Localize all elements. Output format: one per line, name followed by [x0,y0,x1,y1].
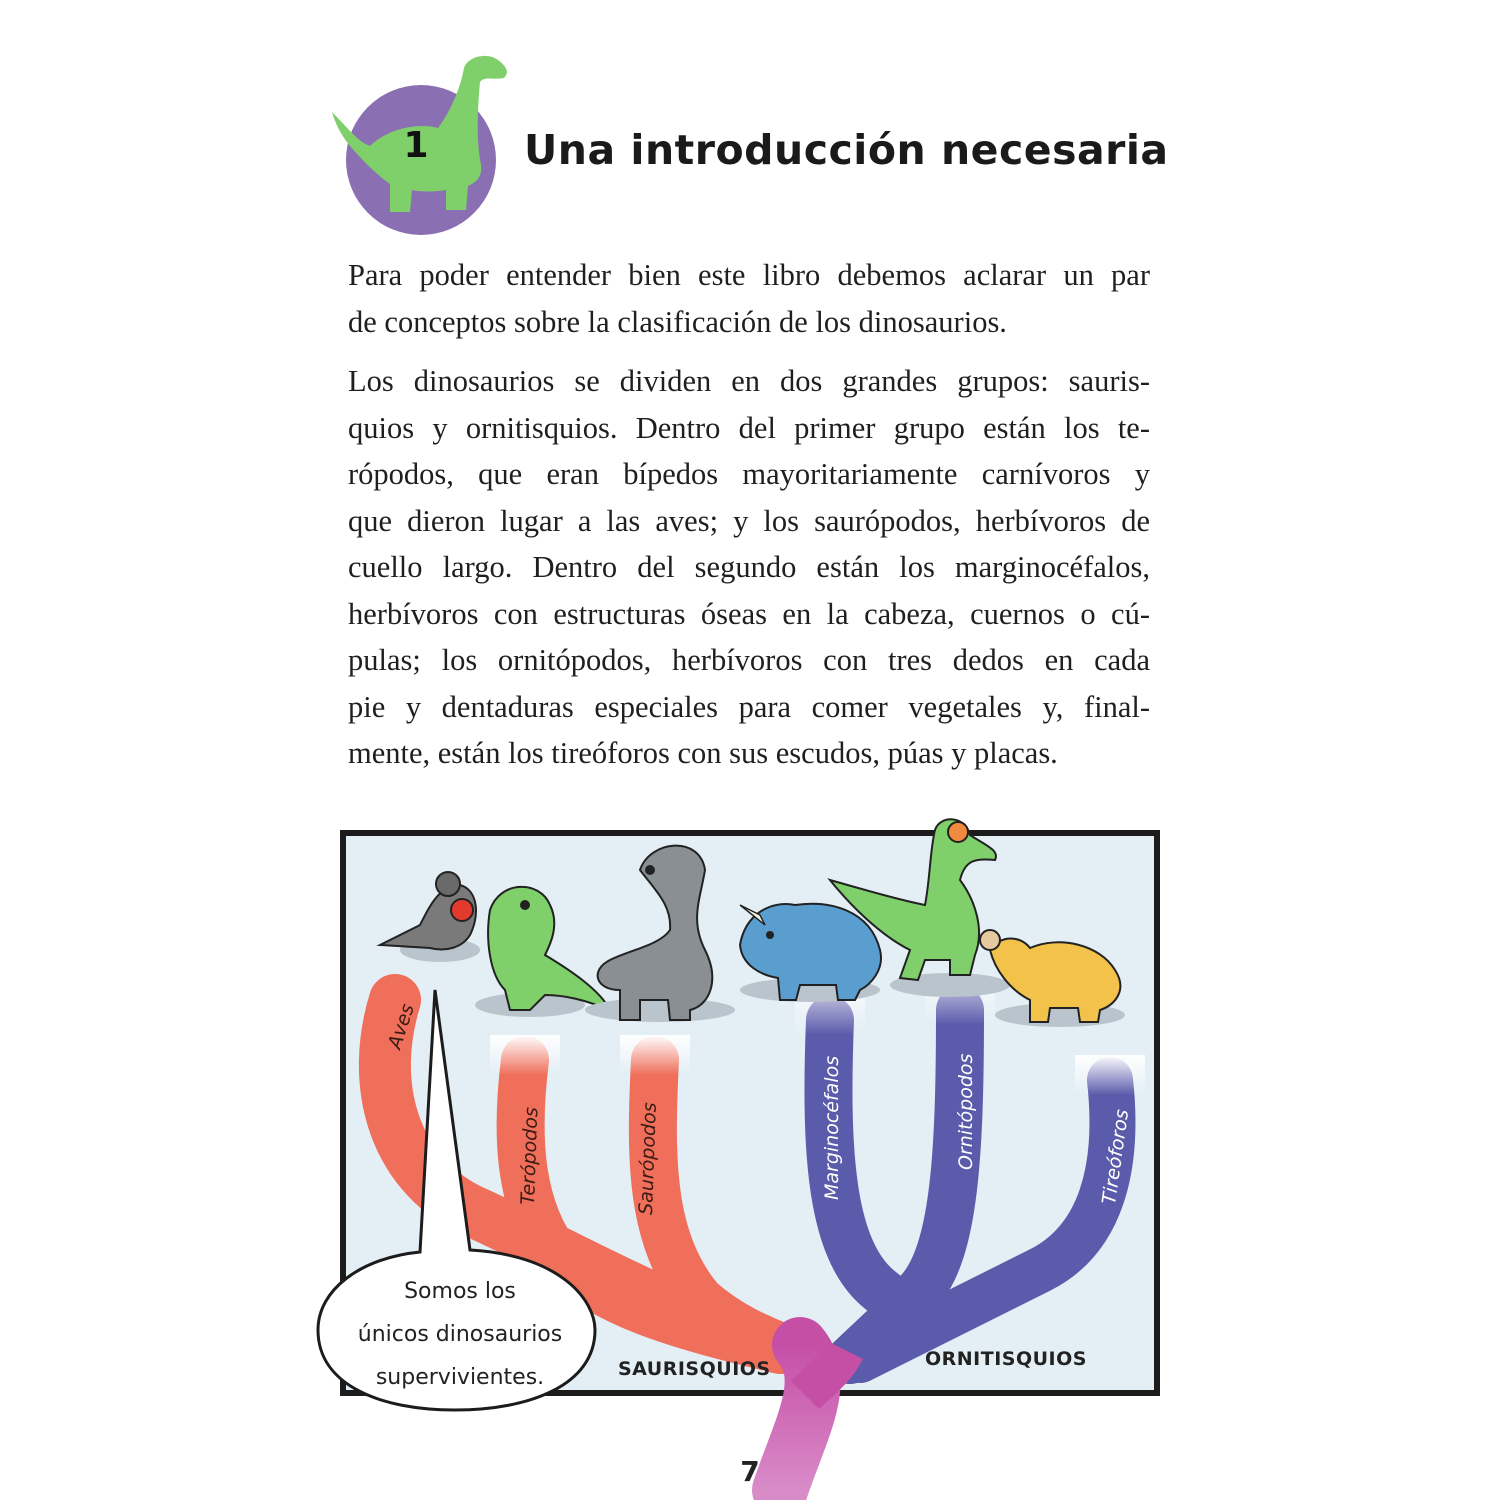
chapter-title: Una introducción necesaria [524,126,1169,174]
speech-bubble-line: supervivientes. [375,1365,545,1390]
paragraph-2-line: herbívoros con estructuras óseas en la cabeza, cuernos o cú- [348,596,1150,631]
paragraph-2-line: Los dinosaurios se dividen en dos grandes grupos: sauris- [348,364,1150,398]
paragraph-2-line: quios y ornitisquios. Dentro del primer grupo están los te- [348,410,1150,445]
paragraph-2-line: mente, están los tireóforos con sus escudos, púas y placas. [348,736,1058,770]
theropod-icon [475,887,610,1017]
branch-label-sauropodos: Saurópodos [635,1102,661,1216]
ceratopsian-icon [740,904,881,1002]
paragraph-1-line: Para poder entender bien este libro debemos aclarar un par [348,258,1150,292]
speech-bubble-line: únicos dinosaurios [357,1322,563,1347]
branch-label-aves: Aves [383,1001,419,1052]
paragraph-2-line: pie y dentaduras especiales para comer vegetales y, final- [348,689,1150,724]
paragraph-2-line: que dieron lugar a las aves; y los saurópodos, herbívoros de [348,503,1150,538]
speech-bubble-line: Somos los [404,1279,516,1304]
paragraph-1-line: de conceptos sobre la clasificación de los dinosaurios. [348,304,1007,339]
chapter-number: 1 [403,125,429,166]
paragraph-2-line: pulas; los ornitópodos, herbívoros con tres dedos en cada [348,643,1150,677]
branch-label-ornitopodos: Ornitópodos [955,1053,977,1170]
group-label-saurisquios: SAURISQUIOS [618,1358,771,1380]
speech-bubble-text [330,1270,590,1399]
branch-label-tireoforos: Tireóforos [1098,1107,1134,1206]
paragraph-2-line: cuello largo. Dentro del segundo están los marginocéfalos, [348,550,1150,584]
branch-label-teropodos: Terópodos [517,1106,543,1206]
group-label-ornitisquios: ORNITISQUIOS [925,1348,1087,1370]
paragraph-2-line: rópodos, que eran bípedos mayoritariamente carnívoros y [348,457,1150,491]
bird-icon [380,872,480,962]
page-number: 7 [740,1455,760,1488]
sauropod-icon [585,846,735,1022]
branch-label-marginocefalos: Marginocéfalos [821,1055,843,1200]
thyreophoran-icon [980,930,1125,1027]
